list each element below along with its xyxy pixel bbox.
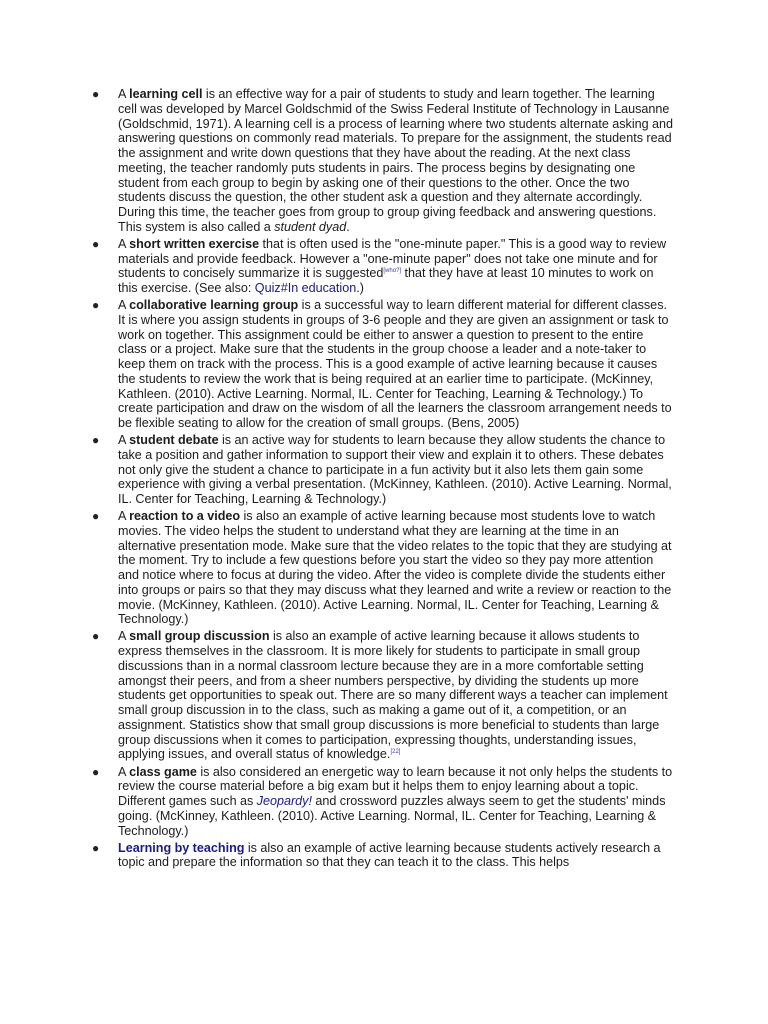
bullet-icon: ●	[92, 433, 100, 448]
bullet-icon: ●	[92, 87, 100, 101]
item-term: class game	[129, 764, 197, 779]
list-item	[0, 765, 675, 839]
item-end: .)	[356, 281, 364, 296]
item-prefix: A	[118, 236, 130, 251]
item-term: small group discussion	[129, 629, 270, 644]
item-body: is also an example of active learning because most students love to watch movies. The video helps the student to understand what they are learning at the time in an alternative presentation mode. Make sure that the video relates to the topic that they are studying at the moment. Try to include a few questions before you start the video so they pay more attention and notice where to focus at during the video. After the video is complete divide the students either into groups or pairs so that they may discuss what they learned and write a review or reaction to the movie. (McKinney, Kathleen. (2010). Active Learning. Normal, IL. Center for Teaching, Learning & Technology.)	[118, 509, 672, 627]
bullet-icon: ●	[92, 840, 100, 855]
list-item	[0, 433, 675, 507]
item-body: that is often used is the "one-minute paper." This is a good way to review materials and provide feedback. However a "one-minute paper" does not take one minute and for students to concisely summarize it is suggested	[118, 236, 667, 281]
bullet-list	[0, 87, 768, 870]
item-prefix: A	[118, 433, 130, 448]
item-body: is also an example of active learning because students actively research a topic and prepare the information so that they can teach it to the class. This helps	[118, 840, 661, 870]
item-body: is also considered an energetic way to learn because it not only helps the students to review the course material before a big exam but it helps them to enjoy learning about a topic. Different games such as	[118, 764, 673, 809]
item-prefix: A	[118, 764, 130, 779]
item-body: is an active way for students to learn because they allow students the chance to take a position and gather information to support their view and explain it to others. These debates not only give the student a chance to participate in a fun activity but it also lets them gain some experience with giving a verbal presentation. (McKinney, Kathleen. (2010). Active Learning. Normal, IL. Center for Teaching, Learning & Technology.)	[118, 433, 672, 507]
list-item	[0, 237, 675, 296]
bullet-icon: ●	[92, 298, 100, 313]
item-body-continued: that they have at least 10 minutes to work on this exercise. (See also:	[118, 266, 654, 296]
item-end: .	[346, 219, 350, 234]
item-term: student debate	[129, 433, 219, 448]
list-item	[0, 629, 675, 762]
item-term: reaction to a video	[129, 509, 241, 524]
item-prefix: A	[118, 629, 130, 644]
reference-22-link[interactable]: [22]	[390, 749, 401, 756]
list-item	[0, 298, 675, 431]
learning-by-teaching-link[interactable]: Learning by teaching	[118, 840, 245, 855]
list-item	[0, 841, 675, 871]
page-content	[0, 87, 768, 872]
item-body: is an effective way for a pair of students to study and learn together. The learning cell was developed by Marcel Goldschmid of the Swiss Federal Institute of Technology in Lausanne (Goldschmid, 1971). A learning cell is a process of learning where two students alternate asking and answering questions on commonly read materials. To prepare for the assignment, the students read the assignment and write down questions that they have about the reading. At the next class meeting, the teacher randomly puts students in pairs. The process begins by designating one student from each group to begin by asking one of their questions to the other. Once the two students discuss the question, the other student ask a question and they alternate accordingly. During this time, the teacher goes from group to group giving feedback and answering questions. This system is also called a	[118, 87, 674, 234]
jeopardy-link[interactable]: Jeopardy!	[256, 794, 312, 809]
bullet-icon: ●	[92, 509, 100, 524]
item-prefix: A	[118, 298, 130, 313]
item-body: is a successful way to learn different material for different classes. It is where you assign students in groups of 3-6 people and they are given an assignment or task to work on together. This assignment could be either to answer a question to present to the entire class or a project. Make sure that the students in the group choose a leader and a note-taker to keep them on track with the process. This is a good example of active learning because it causes the students to review the work that is being required at an earlier time to participate. (McKinney, Kathleen. (2010). Active Learning. Normal, IL. Center for Teaching, Learning & Technology.) To create participation and draw on the wisdom of all the learners the classroom arrangement needs to be flexible seating to allow for the creation of small groups. (Bens, 2005)	[118, 298, 672, 431]
item-italic-term: student dyad	[274, 219, 347, 234]
bullet-icon: ●	[92, 764, 100, 779]
item-body: is also an example of active learning because it allows students to express themselves in the classroom. It is more likely for students to participate in small group discussions than in a normal classroom lecture because they are in a more comfortable setting amongst their peers, and from a sheer numbers perspective, by dividing the students up more students get opportunities to speak out. There are so many different ways a teacher can implement small group discussion in to the class, such as making a game out of it, a competition, or an assignment. Statistics show that small group discussions is more beneficial to students than large group discussions when it comes to participation, expressing thoughts, understanding issues, applying issues, and overall status of knowledge.	[118, 629, 668, 762]
list-item	[0, 87, 675, 235]
item-body-continued: and crossword puzzles always seem to get the students' minds going. (McKinney, Kathleen. (2010). Active Learning. Normal, IL. Center for Teaching, Learning & Technology.)	[118, 794, 666, 838]
item-term: short written exercise	[129, 236, 260, 251]
citation-needed-link[interactable]: [who?]	[383, 268, 402, 275]
bullet-icon: ●	[92, 629, 100, 644]
item-prefix: A	[118, 87, 130, 101]
list-item	[0, 509, 675, 627]
item-term: learning cell	[129, 87, 203, 101]
quiz-education-link[interactable]: Quiz#In education	[254, 281, 357, 296]
item-prefix: A	[118, 509, 130, 524]
bullet-icon: ●	[92, 236, 100, 251]
item-term: collaborative learning group	[129, 298, 299, 313]
